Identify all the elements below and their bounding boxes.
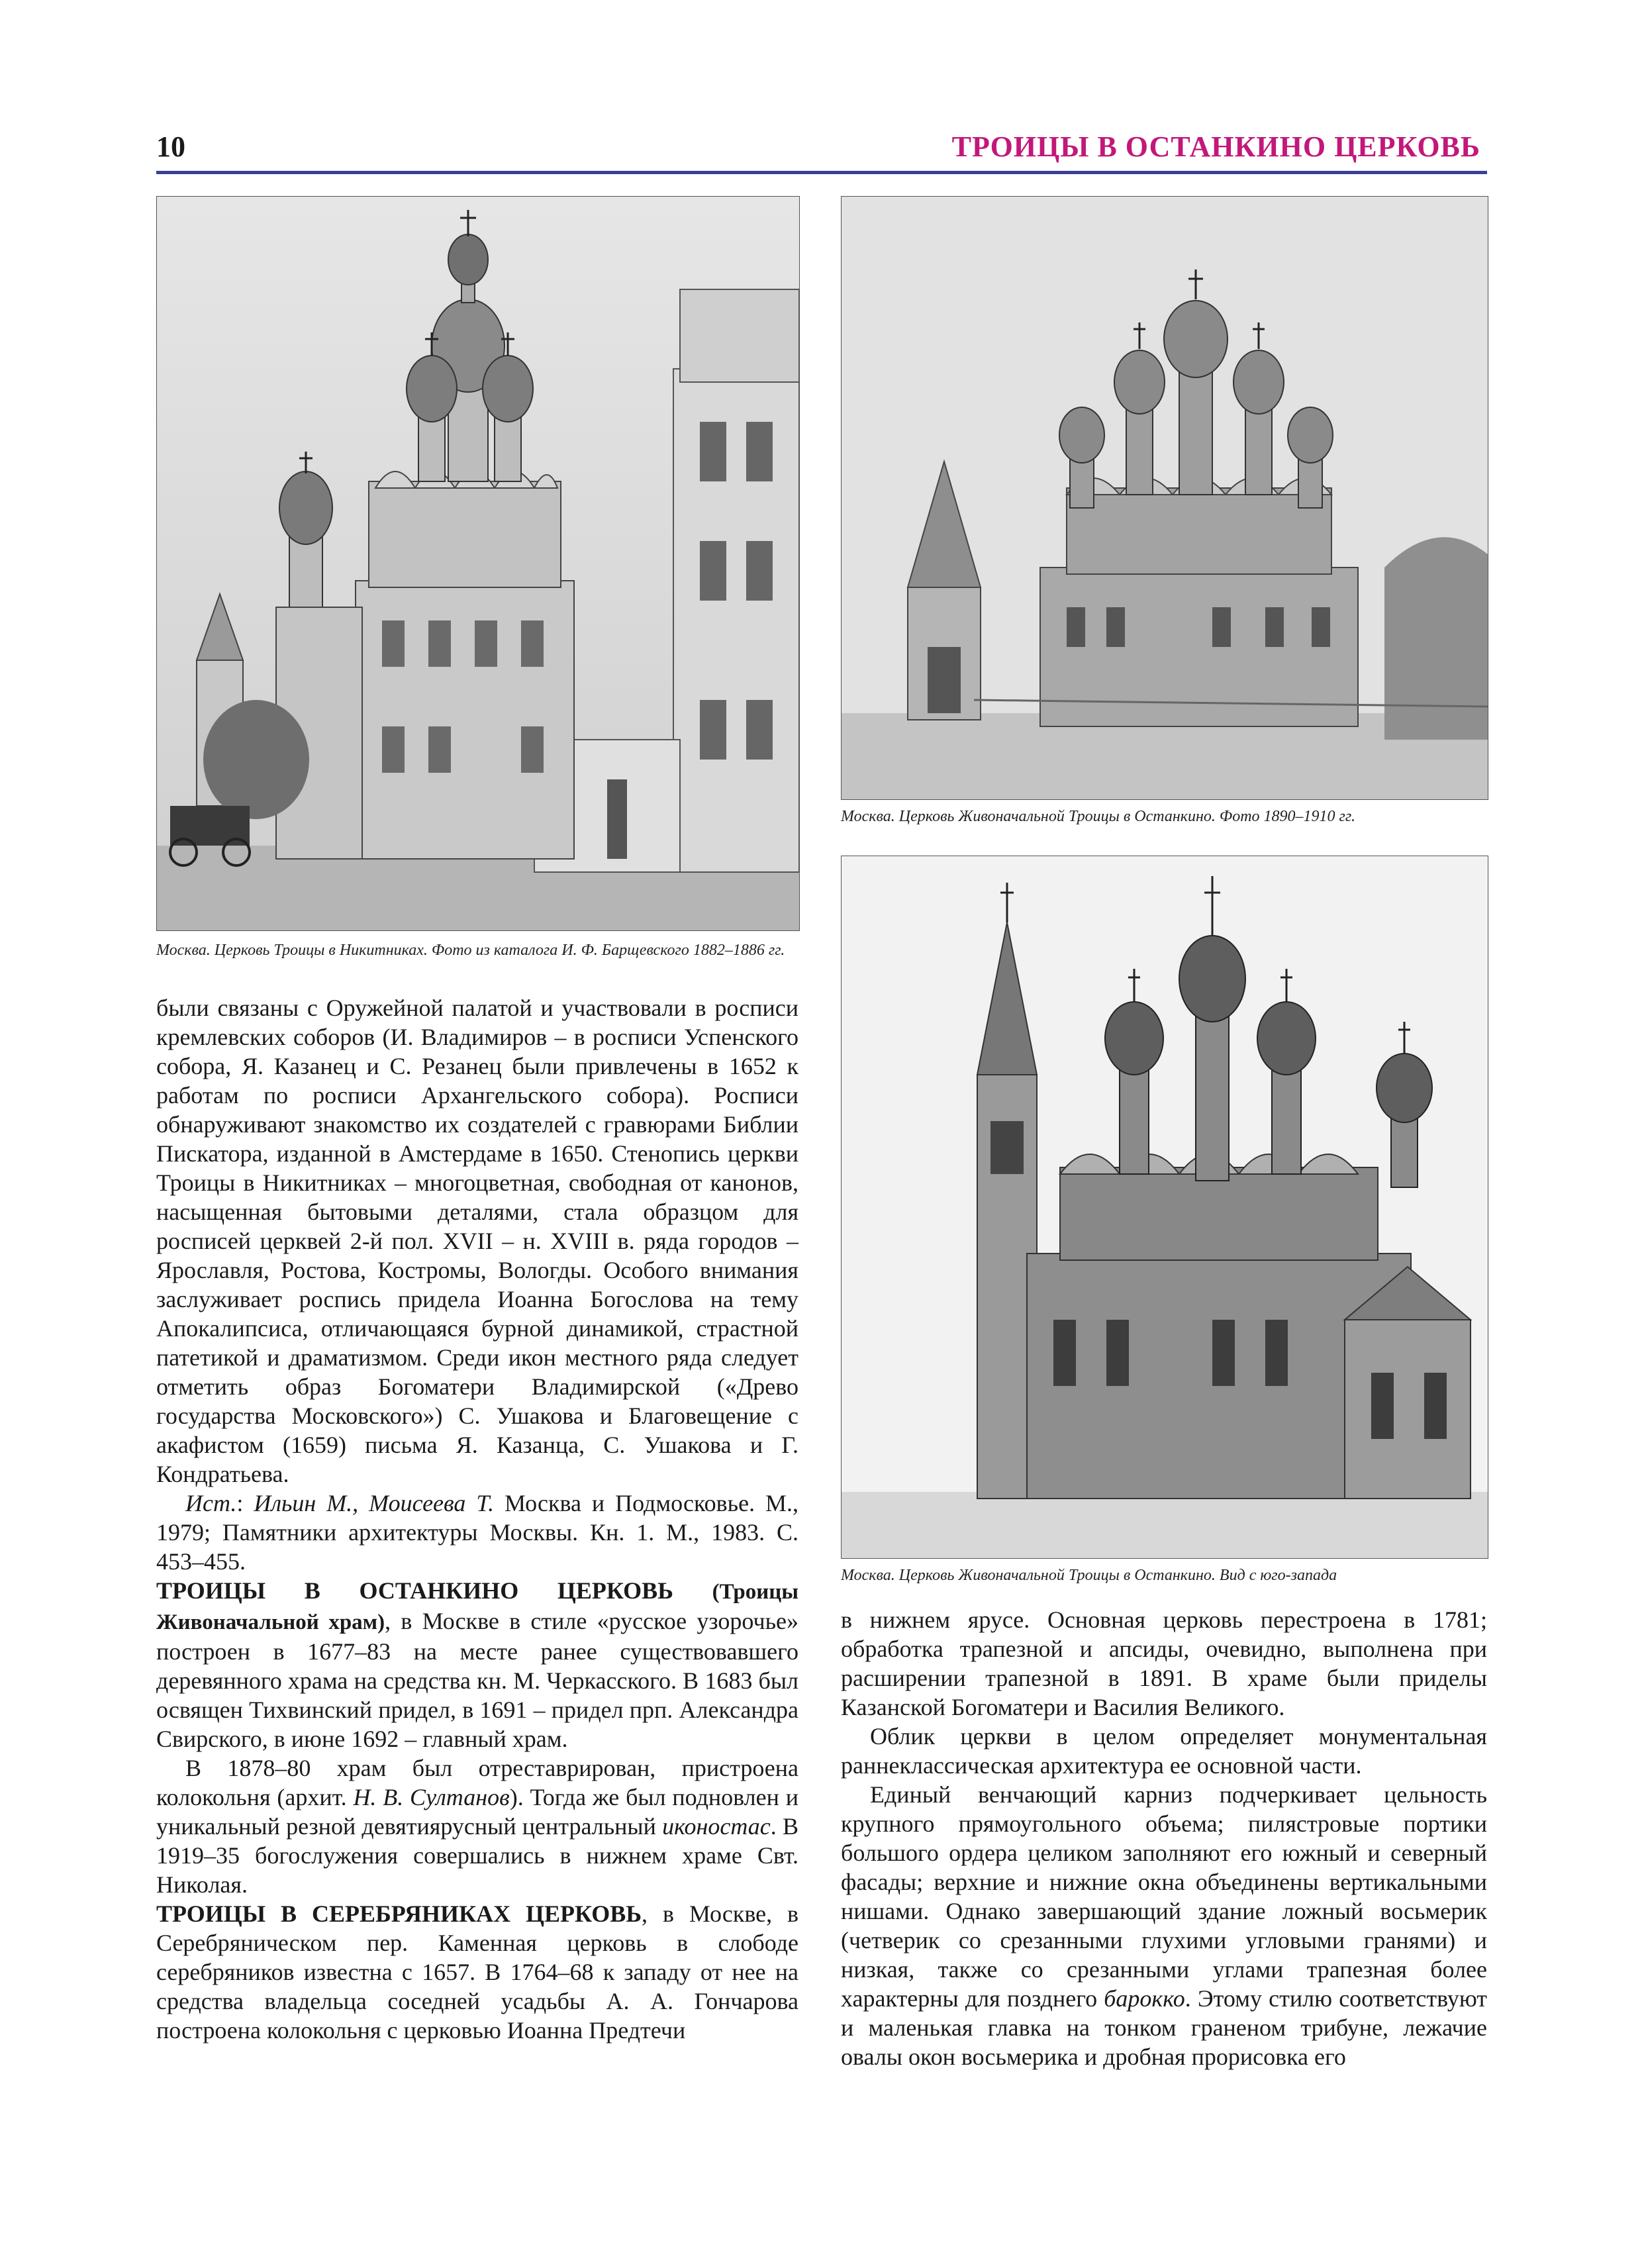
- entry-ostankino-subtitle: (Троицы Живоначальной храм): [156, 1580, 799, 1634]
- iconostasis-term: иконостас: [662, 1813, 771, 1840]
- entry-ostankino-text: , в Москве в стиле «русское узорочье» построен в 1677–83 на месте ранее существовавшего деревянного храма на средства кн. М. Черкасского. В 1683 был освящен Тихвинский придел, в 1691 – придел прп. Александра Свирского, в июне 1692 – главный храм.: [156, 1608, 798, 1752]
- entry-ostankino-title: ТРОИЦЫ В ОСТАНКИНО ЦЕРКОВЬ: [156, 1577, 673, 1604]
- entry-ostankino: [156, 1576, 798, 1753]
- running-title: ТРОИЦЫ В ОСТАНКИНО ЦЕРКОВЬ: [951, 130, 1480, 163]
- entry-serebryaniki-text: , в Москве, в Серебряническом пер. Каменная церковь в слободе серебряников известна с 1657. В 1764–68 к западу от нее на средства владельца соседней усадьбы А. А. Гончарова построена колокольня с церковью Иоанна Предтечи: [156, 1900, 798, 2044]
- baroque-term: барокко: [1104, 1985, 1185, 2012]
- restoration-paragraph: [156, 1753, 798, 1899]
- sources-text: Москва и Подмосковье. М., 1979; Памятники архитектуры Москвы. Кн. 1. М., 1983. С. 453–455.: [156, 1490, 799, 1575]
- entry-serebryaniki-title: ТРОИЦЫ В СЕРЕБРЯНИКАХ ЦЕРКОВЬ: [156, 1900, 642, 1927]
- sources-label: Ист.: [185, 1490, 237, 1516]
- right-paragraph-3-text-a: Единый венчающий карниз подчеркивает цельность крупного прямоугольного объема; пилястровые портики большого ордера целиком заполняют его южный и северный фасады; верхние и нижние окна объединены вертикальными нишами. Однако завершающий здание ложный восьмерик (четверик со срезанными глухими угловыми гранями) и низкая, также со срезанными углами трапезная более характерны для позднего: [841, 1781, 1487, 2012]
- photo-trinity-nikitniki: [156, 196, 800, 931]
- restoration-text-a: В 1878–80 храм был отреставрирован, пристроена колокольня (архит.: [156, 1755, 798, 1810]
- architect-name: Н. В. Султанов: [353, 1784, 510, 1810]
- left-paragraph-1: были связаны с Оружейной палатой и участвовали в росписи кремлевских соборов (И. Владимиров – в росписи Успенского собора, Я. Казанец и С. Резанец были привлечены в 1652 к работам по росписи Архангельского собора). Росписи обнаруживают знакомство их создателей с гравюрами Библии Пискатора, изданной в Амстердаме в 1650. Стенопись церкви Троицы в Никитниках – многоцветная, свободная от канонов, насыщенная бытовыми деталями, стала образцом для росписей церквей 2-й пол. XVII – н. XVIII в. ряда городов – Ярославля, Ростова, Костромы, Вологды. Особого внимания заслуживает роспись придела Иоанна Богослова на тему Апокалипсиса, отличающаяся бурной динамикой, страстной патетикой и драматизмом. Среди икон местного ряда следует отметить образ Богоматери Владимирской («Древо государства Московского») С. Ушакова и Благовещение с акафистом (1659) письма Я. Казанца, С. Ушакова и Г. Кондратьева.: [156, 995, 798, 1487]
- header-rule: [156, 171, 1487, 174]
- entry-serebryaniki: [156, 1899, 798, 2045]
- page-number: 10: [156, 130, 185, 163]
- restoration-text-b: ). Тогда же был подновлен и уникальный резной девятиярусный центральный: [156, 1784, 798, 1840]
- right-paragraph-3: [841, 1780, 1487, 2071]
- right-text-column: [841, 1605, 1487, 2071]
- photo-ostankino-1890: [841, 196, 1488, 800]
- caption-right-top-photo: Москва. Церковь Живоначальной Троицы в Останкино. Фото 1890–1910 гг.: [841, 808, 1355, 825]
- caption-right-bottom-photo: Москва. Церковь Живоначальной Троицы в Останкино. Вид с юго-запада: [841, 1567, 1337, 1584]
- left-text-column: [156, 993, 798, 2045]
- right-paragraph-2: Облик церкви в целом определяет монументальная раннеклассическая архитектура ее основной части.: [841, 1723, 1487, 1779]
- sources-paragraph: Ист.: Ильин М., Моисеева Т. Москва и Подмосковье. М., 1979; Памятники архитектуры Москвы. Кн. 1. М., 1983. С. 453–455.: [156, 1490, 799, 1575]
- restoration-text-c: . В 1919–35 богослужения совершались в нижнем храме Свт. Николая.: [156, 1813, 799, 1898]
- sources-authors: Ильин М., Моисеева Т.: [254, 1490, 495, 1516]
- caption-left-photo: Москва. Церковь Троицы в Никитниках. Фото из каталога И. Ф. Барщевского 1882–1886 гг.: [156, 942, 785, 959]
- photo-ostankino-southwest: [841, 856, 1488, 1559]
- right-paragraph-3-text-b: . Этому стилю соответствуют и маленькая главка на тонком граненом трибуне, лежачие овалы окон восьмерика и дробная прорисовка его: [841, 1985, 1487, 2070]
- right-paragraph-1: в нижнем ярусе. Основная церковь перестроена в 1781; обработка трапезной и апсиды, очевидно, выполнена при расширении трапезной в 1891. В храме были приделы Казанской Богоматери и Василия Великого.: [841, 1606, 1487, 1720]
